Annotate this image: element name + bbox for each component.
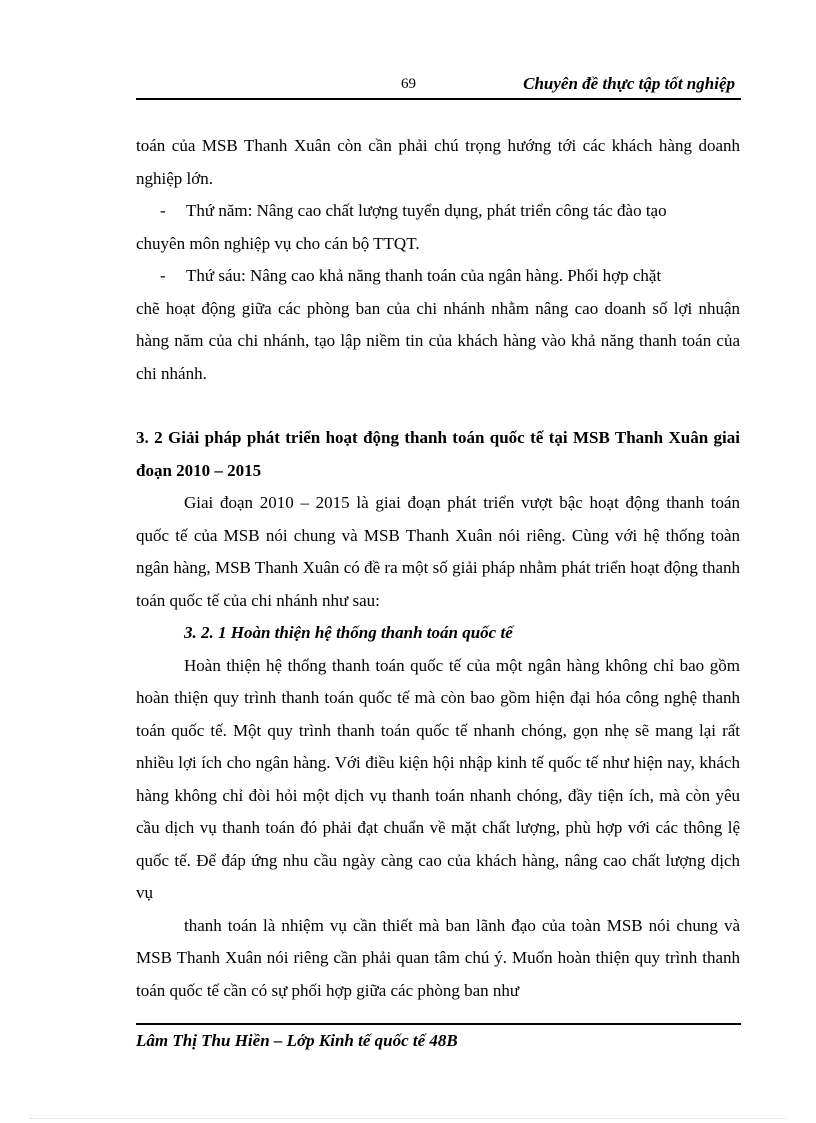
bullet-dash: - — [160, 201, 166, 220]
page-header — [136, 72, 741, 100]
header-title: Chuyên đề thực tập tốt nghiệp — [523, 74, 735, 93]
section-heading: 3. 2 Giải pháp phát triển hoạt động thanh toán quốc tế tại MSB Thanh Xuân giai đoạn 2010 – 2015 — [136, 428, 740, 480]
bullet-item-6-first-line: Thứ sáu: Nâng cao khả năng thanh toán của ngân hàng. Phối hợp chặt — [186, 266, 662, 285]
subsection-paragraph-2: thanh toán là nhiệm vụ cần thiết mà ban lãnh đạo của toàn MSB nói chung và MSB Thanh Xuân nói riêng cần phải quan tâm chú ý. Muốn hoàn thiện quy trình thanh toán quốc tế cần có sự phối hợp giữa các phòng ban như — [136, 915, 740, 1000]
subsection-paragraph-1: Hoàn thiện hệ thống thanh toán quốc tế của một ngân hàng không chỉ bao gồm hoàn thiện quy trình thanh toán quốc tế mà còn bao gồm hiện đại hóa công nghệ thanh toán quốc tế. Một quy trình thanh toán quốc tế nhanh chóng, gọn nhẹ sẽ mang lại rất nhiều lợi ích cho ngân hàng. Với điều kiện hội nhập kinh tế quốc tế như hiện nay, khách hàng không chỉ đòi hỏi một dịch vụ thanh toán nhanh chóng, đầy tiện ích, mà còn yêu cầu dịch vụ thanh toán đó phải đạt chuẩn về mặt chất lượng, phù hợp với các thông lệ quốc tế. Để đáp ứng nhu cầu ngày càng cao của khách hàng, nâng cao chất lượng dịch vụ — [136, 655, 740, 902]
page-edge-divider — [30, 1118, 786, 1119]
bullet-item-5-continuation: chuyên môn nghiệp vụ cho cán bộ TTQT. — [136, 233, 420, 253]
bullet-item-6-continuation: chẽ hoạt động giữa các phòng ban của chi nhánh nhằm nâng cao doanh số lợi nhuận hàng năm của chi nhánh, tạo lập niềm tin của khách hàng vào khả năng thanh toán của chi nhánh. — [136, 298, 740, 383]
page-number: 69 — [401, 76, 416, 92]
bullet-item-5-first-line: Thứ năm: Nâng cao chất lượng tuyển dụng, phát triển công tác đào tạo — [186, 201, 667, 220]
subsection-heading: 3. 2. 1 Hoàn thiện hệ thống thanh toán quốc tế — [184, 623, 513, 642]
bullet-item-6 — [136, 260, 740, 293]
footer-author: Lâm Thị Thu Hiền – Lớp Kinh tế quốc tế 48B — [136, 1031, 458, 1050]
page-footer — [136, 1023, 741, 1051]
page-content — [136, 130, 740, 1007]
bullet-item-5 — [136, 195, 740, 228]
section-gap — [136, 390, 740, 422]
paragraph-continuation: toán của MSB Thanh Xuân còn cần phải chú trọng hướng tới các khách hàng doanh nghiệp lớn. — [136, 136, 740, 188]
bullet-dash: - — [160, 266, 166, 285]
section-paragraph: Giai đoạn 2010 – 2015 là giai đoạn phát triển vượt bậc hoạt động thanh toán quốc tế của MSB nói chung và MSB Thanh Xuân nói riêng. Cùng với hệ thống toàn ngân hàng, MSB Thanh Xuân có đề ra một số giải pháp nhằm phát triển hoạt động thanh toán quốc tế của chi nhánh như sau: — [136, 493, 740, 610]
